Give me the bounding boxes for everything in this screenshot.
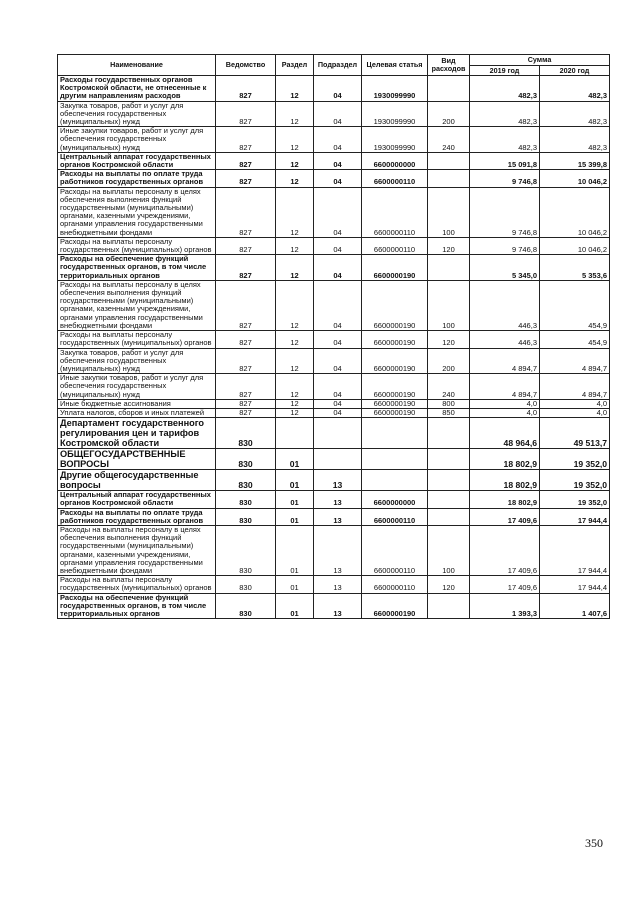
row-name: Центральный аппарат государственных органов Костромской области <box>58 152 216 169</box>
row-section: 12 <box>276 187 314 237</box>
row-department: 827 <box>216 76 276 102</box>
row-subsection: 04 <box>314 348 362 374</box>
row-section: 12 <box>276 76 314 102</box>
row-name: Другие общегосударственные вопросы <box>58 470 216 491</box>
row-sum-2019: 9 746,8 <box>470 237 540 254</box>
row-department: 827 <box>216 187 276 237</box>
row-section: 01 <box>276 593 314 619</box>
header-expense-type: Вид расходов <box>428 55 470 76</box>
row-subsection: 04 <box>314 255 362 281</box>
row-expense-type: 800 <box>428 399 470 408</box>
table-row <box>58 576 610 593</box>
row-target-article: 6600000110 <box>362 576 428 593</box>
row-subsection: 13 <box>314 470 362 491</box>
table-row <box>58 280 610 330</box>
row-department: 830 <box>216 470 276 491</box>
row-section: 01 <box>276 576 314 593</box>
row-sum-2019: 5 345,0 <box>470 255 540 281</box>
row-target-article <box>362 449 428 470</box>
row-sum-2019: 17 409,6 <box>470 525 540 575</box>
row-expense-type <box>428 170 470 187</box>
row-sum-2020: 4,0 <box>540 408 610 417</box>
row-sum-2019: 4 894,7 <box>470 374 540 400</box>
row-sum-2020: 17 944,4 <box>540 508 610 525</box>
row-name: Иные закупки товаров, работ и услуг для обеспечения государственных (муниципальных) нужд <box>58 374 216 400</box>
row-sum-2020: 19 352,0 <box>540 491 610 508</box>
page-number: 350 <box>585 836 603 850</box>
row-sum-2019: 9 746,8 <box>470 170 540 187</box>
table-row <box>58 399 610 408</box>
row-sum-2019: 4 894,7 <box>470 348 540 374</box>
row-expense-type: 240 <box>428 127 470 153</box>
table-row <box>58 331 610 348</box>
row-name: Расходы на выплаты персоналу в целях обеспечения выполнения функций государственными (муниципальными) органами, казенными учреждениями, органами управления государственными внебюджетными фондами <box>58 187 216 237</box>
row-target-article: 1930099990 <box>362 76 428 102</box>
header-name: Наименование <box>58 55 216 76</box>
row-target-article: 1930099990 <box>362 101 428 127</box>
budget-table <box>57 54 610 619</box>
row-subsection: 04 <box>314 101 362 127</box>
row-target-article: 6600000190 <box>362 399 428 408</box>
row-name: Расходы на выплаты персоналу государственных (муниципальных) органов <box>58 576 216 593</box>
row-target-article: 1930099990 <box>362 127 428 153</box>
row-sum-2020: 10 046,2 <box>540 237 610 254</box>
row-sum-2020: 454,9 <box>540 331 610 348</box>
row-department: 827 <box>216 101 276 127</box>
row-name: Расходы государственных органов Костромской области, не отнесенные к другим направлениям расходов <box>58 76 216 102</box>
row-subsection: 13 <box>314 593 362 619</box>
row-name: Расходы на обеспечение функций государственных органов, в том числе территориальных органов <box>58 593 216 619</box>
table-row <box>58 408 610 417</box>
row-section: 12 <box>276 255 314 281</box>
row-sum-2020: 19 352,0 <box>540 449 610 470</box>
row-name: Расходы на выплаты по оплате труда работников государственных органов <box>58 508 216 525</box>
table-row <box>58 508 610 525</box>
row-sum-2020: 17 944,4 <box>540 576 610 593</box>
row-sum-2020: 10 046,2 <box>540 187 610 237</box>
row-sum-2019: 18 802,9 <box>470 449 540 470</box>
row-sum-2020: 482,3 <box>540 101 610 127</box>
row-sum-2019: 482,3 <box>470 76 540 102</box>
row-sum-2019: 4,0 <box>470 399 540 408</box>
row-name: Расходы на обеспечение функций государственных органов, в том числе территориальных органов <box>58 255 216 281</box>
row-sum-2019: 17 409,6 <box>470 576 540 593</box>
row-sum-2020: 454,9 <box>540 280 610 330</box>
row-subsection: 04 <box>314 170 362 187</box>
row-department: 827 <box>216 127 276 153</box>
row-section: 12 <box>276 237 314 254</box>
row-target-article: 6600000190 <box>362 280 428 330</box>
row-section: 01 <box>276 525 314 575</box>
row-section: 01 <box>276 491 314 508</box>
row-sum-2020: 1 407,6 <box>540 593 610 619</box>
row-subsection: 13 <box>314 576 362 593</box>
header-target-article: Целевая статья <box>362 55 428 76</box>
row-expense-type: 850 <box>428 408 470 417</box>
row-sum-2019: 17 409,6 <box>470 508 540 525</box>
row-department: 827 <box>216 374 276 400</box>
row-target-article: 6600000000 <box>362 152 428 169</box>
table-row <box>58 152 610 169</box>
row-sum-2019: 446,3 <box>470 331 540 348</box>
row-expense-type <box>428 593 470 619</box>
table-row <box>58 255 610 281</box>
row-subsection: 13 <box>314 525 362 575</box>
table-row <box>58 127 610 153</box>
row-subsection: 04 <box>314 152 362 169</box>
row-name: Закупка товаров, работ и услуг для обеспечения государственных (муниципальных) нужд <box>58 101 216 127</box>
row-section: 01 <box>276 508 314 525</box>
row-department: 830 <box>216 525 276 575</box>
row-name: Центральный аппарат государственных органов Костромской области <box>58 491 216 508</box>
row-name: Иные закупки товаров, работ и услуг для обеспечения государственных (муниципальных) нужд <box>58 127 216 153</box>
table-row <box>58 348 610 374</box>
row-name: Расходы на выплаты персоналу в целях обеспечения выполнения функций государственными (муниципальными) органами, казенными учреждениями, органами управления государственными внебюджетными фондами <box>58 280 216 330</box>
row-section: 12 <box>276 331 314 348</box>
row-sum-2019: 15 091,8 <box>470 152 540 169</box>
row-sum-2020: 19 352,0 <box>540 470 610 491</box>
row-department: 830 <box>216 593 276 619</box>
row-name: ОБЩЕГОСУДАРСТВЕННЫЕ ВОПРОСЫ <box>58 449 216 470</box>
header-section: Раздел <box>276 55 314 76</box>
row-name: Департамент государственного регулирования цен и тарифов Костромской области <box>58 418 216 449</box>
row-subsection: 04 <box>314 331 362 348</box>
row-subsection <box>314 449 362 470</box>
row-expense-type <box>428 152 470 169</box>
header-year-2019: 2019 год <box>470 66 540 76</box>
row-department: 827 <box>216 399 276 408</box>
row-name: Расходы на выплаты по оплате труда работников государственных органов <box>58 170 216 187</box>
row-expense-type <box>428 76 470 102</box>
row-expense-type: 120 <box>428 576 470 593</box>
row-target-article: 6600000190 <box>362 348 428 374</box>
row-department: 827 <box>216 348 276 374</box>
row-subsection: 04 <box>314 237 362 254</box>
row-section: 12 <box>276 374 314 400</box>
row-department: 827 <box>216 152 276 169</box>
table-body <box>58 76 610 619</box>
row-section: 12 <box>276 348 314 374</box>
table-row <box>58 470 610 491</box>
row-section: 12 <box>276 170 314 187</box>
row-sum-2020: 482,3 <box>540 76 610 102</box>
table-row <box>58 76 610 102</box>
row-sum-2020: 482,3 <box>540 127 610 153</box>
row-section: 12 <box>276 127 314 153</box>
row-expense-type: 240 <box>428 374 470 400</box>
row-expense-type: 100 <box>428 187 470 237</box>
row-section: 12 <box>276 408 314 417</box>
row-department: 830 <box>216 418 276 449</box>
row-sum-2019: 1 393,3 <box>470 593 540 619</box>
row-expense-type <box>428 491 470 508</box>
row-expense-type <box>428 508 470 525</box>
row-target-article <box>362 470 428 491</box>
table-row <box>58 170 610 187</box>
row-sum-2020: 4 894,7 <box>540 374 610 400</box>
row-sum-2019: 18 802,9 <box>470 470 540 491</box>
row-sum-2019: 9 746,8 <box>470 187 540 237</box>
row-department: 827 <box>216 331 276 348</box>
row-expense-type: 200 <box>428 101 470 127</box>
row-target-article: 6600000190 <box>362 374 428 400</box>
row-sum-2020: 4 894,7 <box>540 348 610 374</box>
header-sum: Сумма <box>470 55 610 66</box>
row-section: 01 <box>276 449 314 470</box>
row-sum-2020: 5 353,6 <box>540 255 610 281</box>
row-sum-2020: 15 399,8 <box>540 152 610 169</box>
table-row <box>58 187 610 237</box>
row-department: 827 <box>216 280 276 330</box>
row-department: 827 <box>216 408 276 417</box>
row-department: 827 <box>216 237 276 254</box>
row-section: 12 <box>276 152 314 169</box>
row-name: Закупка товаров, работ и услуг для обеспечения государственных (муниципальных) нужд <box>58 348 216 374</box>
row-subsection: 04 <box>314 127 362 153</box>
row-expense-type: 100 <box>428 280 470 330</box>
table-row <box>58 374 610 400</box>
row-name: Уплата налогов, сборов и иных платежей <box>58 408 216 417</box>
row-expense-type: 120 <box>428 331 470 348</box>
row-expense-type: 100 <box>428 525 470 575</box>
row-department: 830 <box>216 576 276 593</box>
row-expense-type: 200 <box>428 348 470 374</box>
row-subsection: 04 <box>314 76 362 102</box>
row-sum-2019: 482,3 <box>470 101 540 127</box>
row-subsection: 04 <box>314 280 362 330</box>
row-sum-2020: 10 046,2 <box>540 170 610 187</box>
row-section: 01 <box>276 470 314 491</box>
row-sum-2020: 17 944,4 <box>540 525 610 575</box>
table-row <box>58 449 610 470</box>
row-department: 827 <box>216 255 276 281</box>
header-department: Ведомство <box>216 55 276 76</box>
row-sum-2019: 482,3 <box>470 127 540 153</box>
row-sum-2020: 49 513,7 <box>540 418 610 449</box>
row-subsection: 04 <box>314 374 362 400</box>
table-row <box>58 418 610 449</box>
row-sum-2019: 4,0 <box>470 408 540 417</box>
row-target-article <box>362 418 428 449</box>
row-expense-type <box>428 449 470 470</box>
row-name: Расходы на выплаты персоналу государственных (муниципальных) органов <box>58 237 216 254</box>
table-row <box>58 491 610 508</box>
row-section <box>276 418 314 449</box>
row-subsection: 13 <box>314 491 362 508</box>
row-sum-2019: 18 802,9 <box>470 491 540 508</box>
row-target-article: 6600000110 <box>362 170 428 187</box>
row-department: 830 <box>216 508 276 525</box>
row-expense-type <box>428 255 470 281</box>
row-sum-2019: 48 964,6 <box>470 418 540 449</box>
table-row <box>58 237 610 254</box>
row-name: Расходы на выплаты персоналу государственных (муниципальных) органов <box>58 331 216 348</box>
row-expense-type <box>428 418 470 449</box>
row-department: 830 <box>216 491 276 508</box>
header-subsection: Подраздел <box>314 55 362 76</box>
row-subsection: 04 <box>314 399 362 408</box>
row-subsection: 13 <box>314 508 362 525</box>
table-row <box>58 525 610 575</box>
row-name: Иные бюджетные ассигнования <box>58 399 216 408</box>
row-subsection: 04 <box>314 408 362 417</box>
row-expense-type <box>428 470 470 491</box>
table-row <box>58 593 610 619</box>
row-expense-type: 120 <box>428 237 470 254</box>
row-sum-2020: 4,0 <box>540 399 610 408</box>
row-section: 12 <box>276 101 314 127</box>
row-target-article: 6600000110 <box>362 525 428 575</box>
row-sum-2019: 446,3 <box>470 280 540 330</box>
row-subsection: 04 <box>314 187 362 237</box>
row-target-article: 6600000110 <box>362 237 428 254</box>
row-target-article: 6600000000 <box>362 491 428 508</box>
row-target-article: 6600000110 <box>362 187 428 237</box>
row-section: 12 <box>276 399 314 408</box>
row-target-article: 6600000190 <box>362 593 428 619</box>
row-subsection <box>314 418 362 449</box>
header-year-2020: 2020 год <box>540 66 610 76</box>
row-target-article: 6600000190 <box>362 331 428 348</box>
row-target-article: 6600000190 <box>362 408 428 417</box>
row-department: 830 <box>216 449 276 470</box>
row-target-article: 6600000110 <box>362 508 428 525</box>
row-department: 827 <box>216 170 276 187</box>
table-row <box>58 101 610 127</box>
row-name: Расходы на выплаты персоналу в целях обеспечения выполнения функций государственными (муниципальными) органами, казенными учреждениями, органами управления государственными внебюджетными фондами <box>58 525 216 575</box>
row-target-article: 6600000190 <box>362 255 428 281</box>
row-section: 12 <box>276 280 314 330</box>
